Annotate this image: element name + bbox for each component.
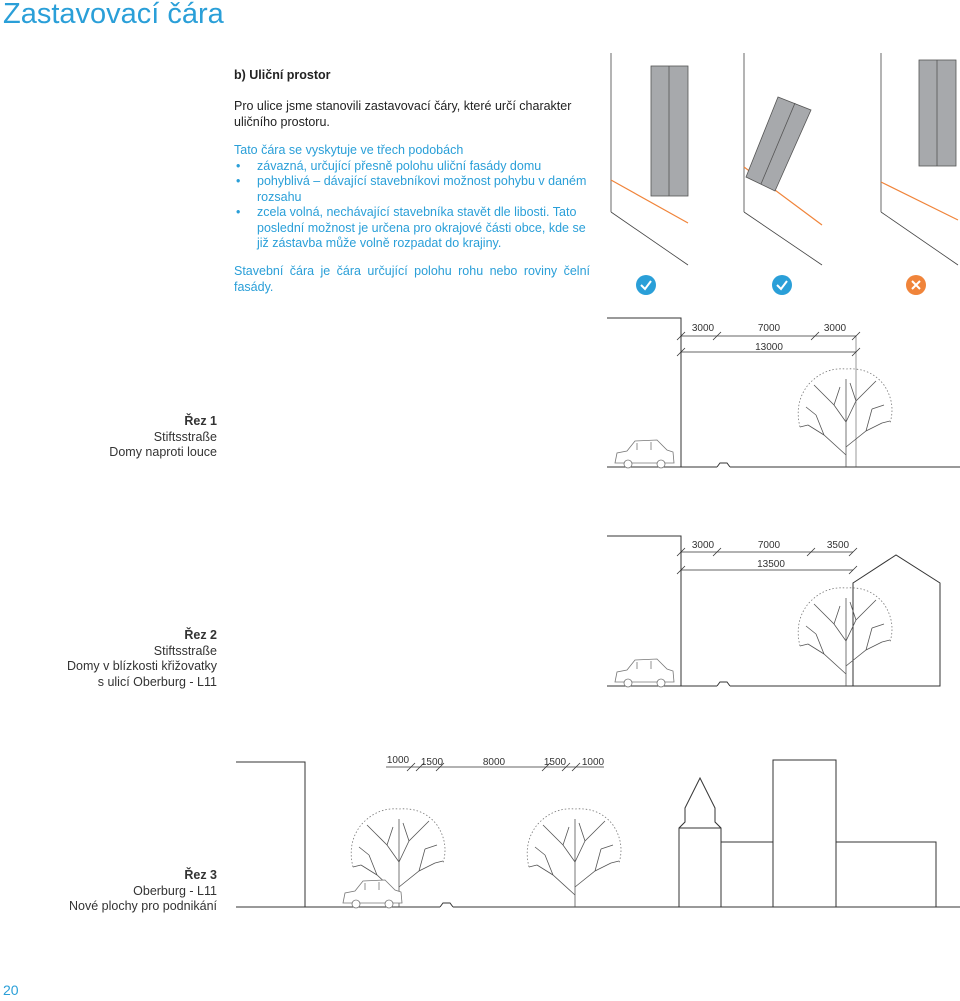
dimension-label: 3000 bbox=[691, 323, 715, 334]
example-2-diagram bbox=[744, 53, 822, 265]
example-1-diagram bbox=[611, 53, 688, 265]
types-lead: Tato čára se vyskytuje ve třech podobách bbox=[234, 143, 464, 157]
intro-paragraph: Pro ulice jsme stanovili zastavovací čáry, které určí charakter uličního prostoru. bbox=[234, 99, 572, 129]
caption-desc-2: s ulicí Oberburg - L11 bbox=[97, 674, 217, 689]
caption-title: Řez 3 bbox=[184, 868, 217, 882]
tree bbox=[798, 369, 892, 467]
dimension-total: 13500 bbox=[757, 559, 785, 570]
dimension-label: 3000 bbox=[823, 323, 847, 334]
tower-building bbox=[679, 760, 936, 907]
car bbox=[343, 880, 402, 908]
page-number: 20 bbox=[3, 982, 19, 998]
house bbox=[853, 555, 940, 686]
section-2-drawing bbox=[607, 536, 940, 687]
example-3-diagram bbox=[881, 53, 958, 265]
caption-desc: Domy v blízkosti křižovatky bbox=[66, 659, 217, 673]
section-1-drawing bbox=[607, 318, 960, 468]
dimension-label: 1500 bbox=[420, 757, 444, 768]
caption-street: Stiftsstraße bbox=[153, 429, 217, 444]
dimension-label: 8000 bbox=[482, 757, 506, 768]
valid-check-icon-2 bbox=[772, 275, 792, 295]
dimension-label: 1000 bbox=[581, 757, 605, 768]
car bbox=[615, 440, 674, 468]
section-heading: b) Uliční prostor bbox=[234, 68, 331, 82]
dimension-label: 1000 bbox=[386, 755, 410, 766]
outro-paragraph: Stavební čára je čára určující polohu rohu nebo roviny čelní fasády. bbox=[234, 264, 590, 294]
page-title: Zastavovací čára bbox=[3, 0, 224, 30]
invalid-cross-icon bbox=[906, 275, 926, 295]
dimension-label: 3000 bbox=[691, 540, 715, 551]
caption-street: Oberburg - L11 bbox=[133, 883, 217, 898]
caption-desc: Nové plochy pro podnikání bbox=[68, 899, 217, 913]
dimension-total: 13000 bbox=[755, 342, 783, 353]
caption-title: Řez 2 bbox=[184, 628, 217, 642]
dimension-label: 7000 bbox=[757, 323, 781, 334]
car bbox=[615, 659, 674, 687]
dimension-label: 7000 bbox=[757, 540, 781, 551]
list-item: • pohyblivá – dávající stavebníkovi možnost pohybu v daném rozsahu bbox=[234, 174, 590, 205]
caption-title: Řez 1 bbox=[184, 414, 217, 428]
tree bbox=[527, 809, 621, 907]
section-3-drawing bbox=[236, 755, 960, 908]
dimension-label: 1500 bbox=[543, 757, 567, 768]
caption-street: Stiftsstraße bbox=[153, 643, 217, 658]
list-item: • závazná, určující přesně polohu uliční fasády domu bbox=[234, 159, 590, 175]
valid-check-icon-1 bbox=[636, 275, 656, 295]
dimension-label: 3500 bbox=[826, 540, 850, 551]
caption-desc: Domy naproti louce bbox=[109, 445, 217, 459]
list-item: • zcela volná, nechávající stavebníka stavět dle libosti. Tato poslední možnost je určena pro okrajové části obce, kde se již zástavba může volně rozpadat do krajiny. bbox=[234, 205, 590, 252]
